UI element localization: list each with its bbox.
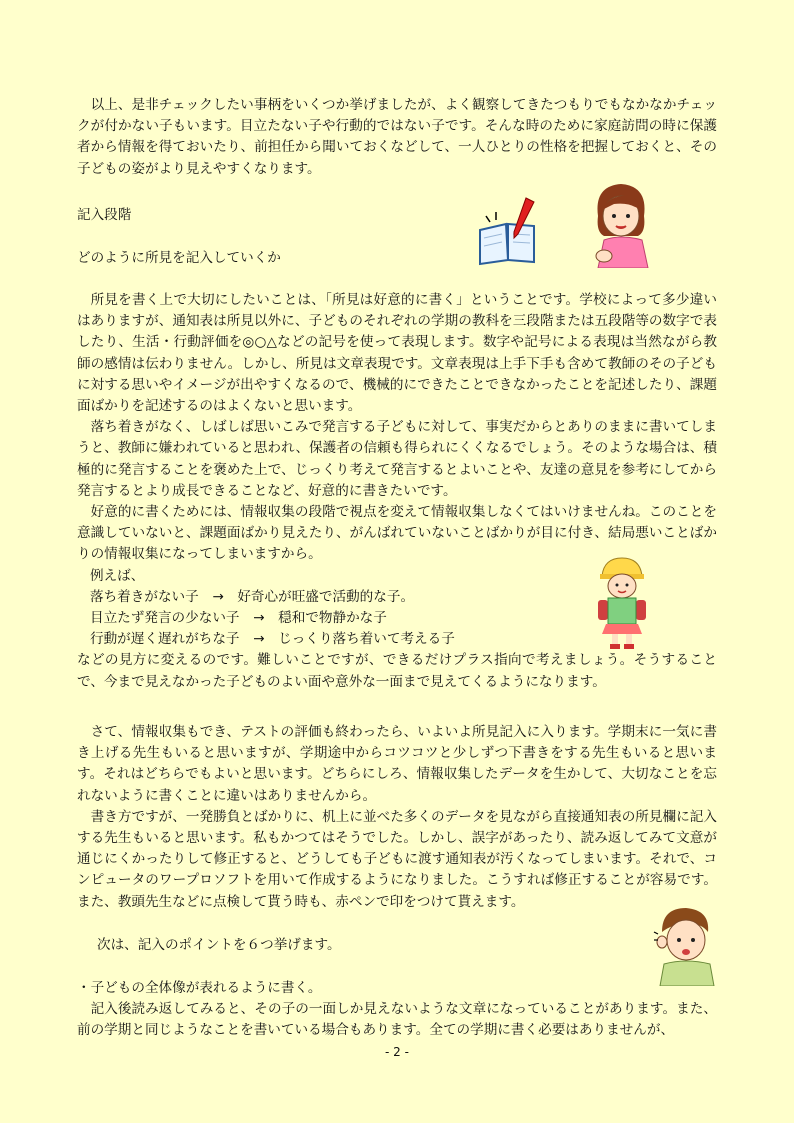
boy-illustration <box>650 902 720 986</box>
paragraph-intro: 以上、是非チェックしたい事柄をいくつか挙げましたが、よく観察してきたつもりでもなかなかチェックが付かない子もいます。目立たない子や行動的ではない子です。そんな時のために家庭訪問の時に保護者から情報を得ておいたり、前担任から聞いておくなどして、一人ひとりの性格を把握しておくと、その子どもの姿がより見えやすくなります。 <box>77 97 717 177</box>
paragraph-1: 所見を書く上で大切にしたいことは、「所見は好意的に書く」ということです。学校によって多少違いはありますが、通知表は所見以外に、子どものそれぞれの学期の教科を三段階または五段階等の数字で表したり、生活・行動評価を◎○△などの記号を使って表現します。数字や記号による表現は当然ながら教師の感情は伝わりません。しかし、所見は文章表現です。文章表現は上手下手も含めて教師のその子どもに対する思いやイメージが出やすくなるので、機械的にできたことできなかったことを記述したり、課題面ばかりを記述するのはよくないと思います。 <box>77 292 717 415</box>
heading-how-block <box>77 248 457 269</box>
paragraph-3: 好意的に書くためには、情報収集の段階で視点を変えて情報収集しなくてはいけませんね。このことを意識していないと、課題面ばかり見えたり、がんばれていないことばかりが目に付き、結局悪いことばかりの情報収集になってしまいますから。 <box>77 504 717 563</box>
book-pencil-illustration <box>474 194 544 266</box>
heading-stage-block <box>77 205 457 226</box>
heading-stage: 記入段階 <box>77 207 132 223</box>
body-block-2 <box>77 722 717 913</box>
teacher-illustration <box>590 180 652 268</box>
heading-how: どのように所見を記入していくか <box>77 250 281 266</box>
intro-block <box>77 95 717 180</box>
paragraph-2: 落ち着きがなく、しばしば思いこみで発言する子どもに対して、事実だからとありのままに書いてしまうと、教師に嫌われていると思われ、保護者の信頼も得られにくくなるでしょう。そのような場合は、積極的に発言することを褒めた上で、じっくり考えて発言するとよいことや、友達の意見を参考にしてから発言するとより成長できることなど、好意的に書きたいです。 <box>77 419 717 499</box>
paragraph-7: 記入後読み返してみると、その子の一面しか見えないような文章になっていることがあります。また、前の学期と同じようなことを書いている場合もあります。全ての学期に書く必要はありませんが、 <box>77 1001 717 1039</box>
paragraph-5: さて、情報収集もでき、テストの評価も終わったら、いよいよ所見記入に入ります。学期末に一気に書き上げる先生もいると思いますが、学期途中からコツコツと少しずつ下書きをする先生もいると思います。それはどちらでもよいと思います。どちらにしろ、情報収集したデータを生かして、大切なことを忘れないように書くことに違いはありませんから。 <box>77 724 717 804</box>
points-block <box>77 935 617 956</box>
paragraph-points: 次は、記入のポイントを６つ挙げます。 <box>97 937 341 953</box>
example-2: 目立たず発言の少ない子 → 穏和で物静かな子 <box>90 610 387 627</box>
paragraph-4: などの見方に変えるのです。難しいことですが、できるだけプラス指向で考えましょう。そうすることで、今まで見えなかった子どものよい面や意外な一面まで見えてくるようになります。 <box>77 652 717 690</box>
example-1: 落ち着きがない子 → 好奇心が旺盛で活動的な子。 <box>90 588 415 605</box>
body-block-3 <box>77 978 717 1042</box>
paragraph-6: 書き方ですが、一発勝負とばかりに、机上に並べた多くのデータを見ながら直接通知表の所見欄に記入する先生もいると思います。私もかつてはそうでした。しかし、誤字があったり、読み返してみて文意が通じにくかったりして修正すると、どうしても子どもに渡す通知表が汚くなってしまいます。それで、コンピュータのワープロソフトを用いて作成するようになりました。こうすれば修正することが容易です。また、教頭先生などに点検して貰う時も、赤ペンで印をつけて貰えます。 <box>77 808 717 910</box>
page-number: - 2 - <box>385 1045 409 1059</box>
examples-lead: 例えば、 <box>90 567 145 584</box>
bullet-1: ・子どもの全体像が表れるように書く。 <box>77 980 322 996</box>
example-3: 行動が遅く遅れがちな子 → じっくり落ち着いて考える子 <box>90 631 455 648</box>
schoolgirl-illustration <box>594 554 650 650</box>
